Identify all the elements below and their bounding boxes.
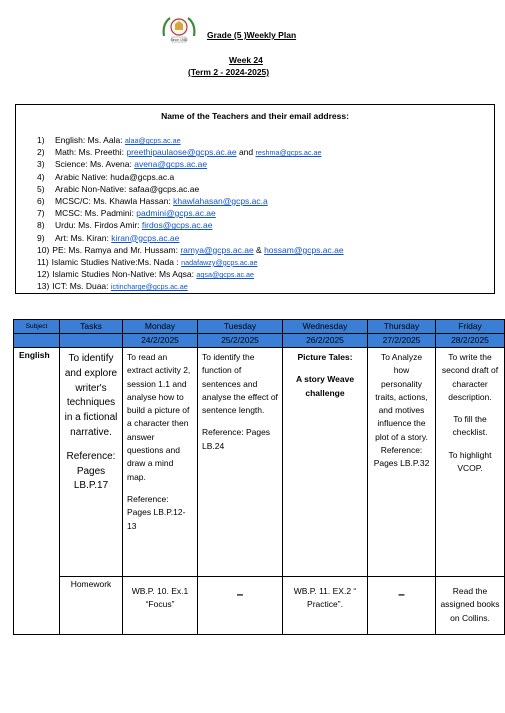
teacher-name: Arabic Non-Native: safaa@gcps.ac.ae (55, 183, 200, 194)
teachers-title: Name of the Teachers and their email address: (161, 111, 349, 121)
wednesday-cell (283, 348, 368, 577)
teacher-item (37, 171, 344, 183)
teacher-email-link[interactable]: padmini@gcps.ac.ae (136, 208, 216, 219)
task-text: To identify and explore writer's techniques in a fictional narrative. (64, 353, 118, 438)
teacher-name: English: Ms. Aala: (55, 135, 125, 145)
teacher-item (37, 244, 344, 256)
teacher-item (37, 134, 344, 146)
homework-wednesday: WB.P. 11. EX.2 “ Practice”. (283, 577, 368, 635)
school-crest-icon (160, 14, 198, 46)
teacher-number: 1) (37, 135, 45, 145)
teacher-name: Science: Ms. Avena: (55, 159, 135, 170)
task-cell (60, 348, 123, 577)
teacher-email-link[interactable]: ramya@gcps.ac.ae (180, 244, 254, 255)
teacher-name: Arabic Native: huda@gcps.ac.a (55, 171, 175, 182)
teacher-item (37, 268, 344, 280)
teacher-number: 9) (37, 232, 45, 243)
svg-text:Since 1982: Since 1982 (170, 38, 188, 42)
tuesday-text: To identify the function of sentences and analyse the effect of sentence length. (202, 352, 278, 416)
friday-text-3: To highlight VCOP. (448, 449, 492, 474)
monday-reference: Reference: Pages LB.P.12-13 (127, 493, 186, 531)
teacher-email-link[interactable]: aqsa@gcps.ac.ae (196, 270, 255, 280)
teacher-email-link[interactable]: avena@gcps.ac.ae (134, 159, 208, 170)
homework-monday: WB.P. 10. Ex.1 “Focus” (123, 577, 198, 635)
teacher-number: 7) (37, 208, 45, 219)
weekly-plan-table (13, 319, 505, 635)
teacher-name: ICT: Ms. Duaa: (52, 281, 111, 292)
teacher-email-link[interactable]: ictincharge@gcps.ac.ae (110, 282, 188, 292)
tuesday-cell (198, 348, 283, 577)
tuesday-reference: Reference: Pages LB.24 (202, 427, 271, 451)
monday-cell (123, 348, 198, 577)
teacher-item (37, 158, 344, 170)
teacher-name: PE: Ms. Ramya and Mr. Hussam: (52, 244, 181, 255)
teacher-joiner: & (253, 244, 265, 255)
date-wednesday: 26/2/2025 (283, 334, 368, 348)
thursday-reference: Reference: Pages LB.P.32 (373, 445, 430, 469)
teacher-item (37, 146, 344, 158)
teacher-joiner: and (236, 147, 256, 158)
teacher-item (37, 183, 344, 195)
thursday-text: To Analyze how personality traits, actions, and motives influence the plot of a story. (375, 352, 428, 442)
day-header-thursday: Thursday (368, 320, 436, 334)
date-tuesday: 25/2/2025 (198, 334, 283, 348)
teacher-name: MCSC/C: Ms. Khawla Hassan: (55, 195, 174, 206)
week-label: Week 24 (229, 55, 263, 65)
day-header-friday: Friday (436, 320, 505, 334)
teachers-list (37, 134, 344, 292)
day-header-monday: Monday (123, 320, 198, 334)
task-reference: Reference: Pages LB.P.17 (66, 450, 116, 492)
teacher-email-link[interactable]: nadafawzy@gcps.ac.ae (181, 257, 258, 267)
date-friday: 28/2/2025 (436, 334, 505, 348)
teacher-email-link[interactable]: khawlahasan@gcps.ac.a (173, 195, 268, 206)
homework-tuesday: – (198, 577, 283, 635)
day-header-wednesday: Wednesday (283, 320, 368, 334)
wednesday-subtitle: A story Weave challenge (295, 374, 355, 398)
teacher-email-link[interactable]: hossam@gcps.ac.ae (264, 244, 344, 255)
teacher-item (37, 219, 344, 231)
plan-title: Grade (5 )Weekly Plan (207, 30, 297, 40)
term-label: (Term 2 - 2024-2025) (188, 67, 270, 77)
wednesday-title: Picture Tales: (297, 352, 353, 362)
teacher-number: 5) (37, 183, 45, 194)
subject-header: Subject (14, 320, 60, 334)
teacher-number: 3) (37, 159, 45, 170)
teacher-number: 13) (37, 281, 50, 292)
teacher-name: Urdu: Ms. Firdos Amir: (55, 220, 142, 231)
friday-text-2: To fill the checklist. (452, 414, 488, 438)
teacher-item (37, 280, 344, 292)
teacher-number: 11) (37, 256, 49, 267)
teacher-email-link[interactable]: preethipaulaose@gcps.ac.ae (126, 147, 237, 158)
date-blank (60, 334, 123, 348)
teacher-number: 6) (37, 195, 45, 206)
teacher-item (37, 207, 344, 219)
teacher-email-link[interactable]: reshma@gcps.ac.ae (255, 148, 322, 158)
subject-english: English (14, 348, 60, 635)
teacher-name: MCSC: Ms. Padmini: (55, 208, 137, 219)
header-row (14, 320, 505, 334)
tasks-header: Tasks (60, 320, 123, 334)
teacher-number: 12) (37, 269, 50, 280)
english-row (14, 348, 505, 577)
teacher-email-link[interactable]: firdos@gcps.ac.ae (141, 220, 213, 231)
teacher-item (37, 195, 344, 207)
teacher-email-link[interactable]: kiran@gcps.ac.ae (111, 232, 180, 243)
teacher-number: 10) (37, 244, 50, 255)
monday-text: To read an extract activity 2, session 1.1 and analyse how to build a picture of a character then answer questions and draw a mind map. (127, 352, 191, 482)
thursday-cell (368, 348, 436, 577)
teacher-name: Math: Ms. Preethi: (55, 147, 127, 158)
date-thursday: 27/2/2025 (368, 334, 436, 348)
homework-thursday: – (368, 577, 436, 635)
date-row (14, 334, 505, 348)
teacher-name: Islamic Studies Non-Native: Ms Aqsa: (52, 269, 197, 280)
teacher-number: 2) (37, 147, 45, 158)
homework-row (14, 577, 505, 635)
teacher-name: Islamic Studies Native:Ms. Nada : (51, 256, 182, 267)
teachers-box (15, 104, 495, 294)
friday-text-1: To write the second draft of character description. (441, 352, 499, 402)
teacher-item (37, 256, 344, 268)
date-monday: 24/2/2025 (123, 334, 198, 348)
teacher-number: 4) (37, 171, 45, 182)
teacher-number: 8) (37, 220, 45, 231)
homework-label: Homework (60, 577, 123, 635)
homework-friday: Read the assigned books on Collins. (436, 577, 505, 635)
teacher-email-link[interactable]: alaa@gcps.ac.ae (124, 136, 181, 145)
date-blank (14, 334, 60, 348)
day-header-tuesday: Tuesday (198, 320, 283, 334)
friday-cell (436, 348, 505, 577)
teacher-item (37, 232, 344, 244)
teacher-name: Art: Ms. Kiran: (55, 232, 112, 243)
